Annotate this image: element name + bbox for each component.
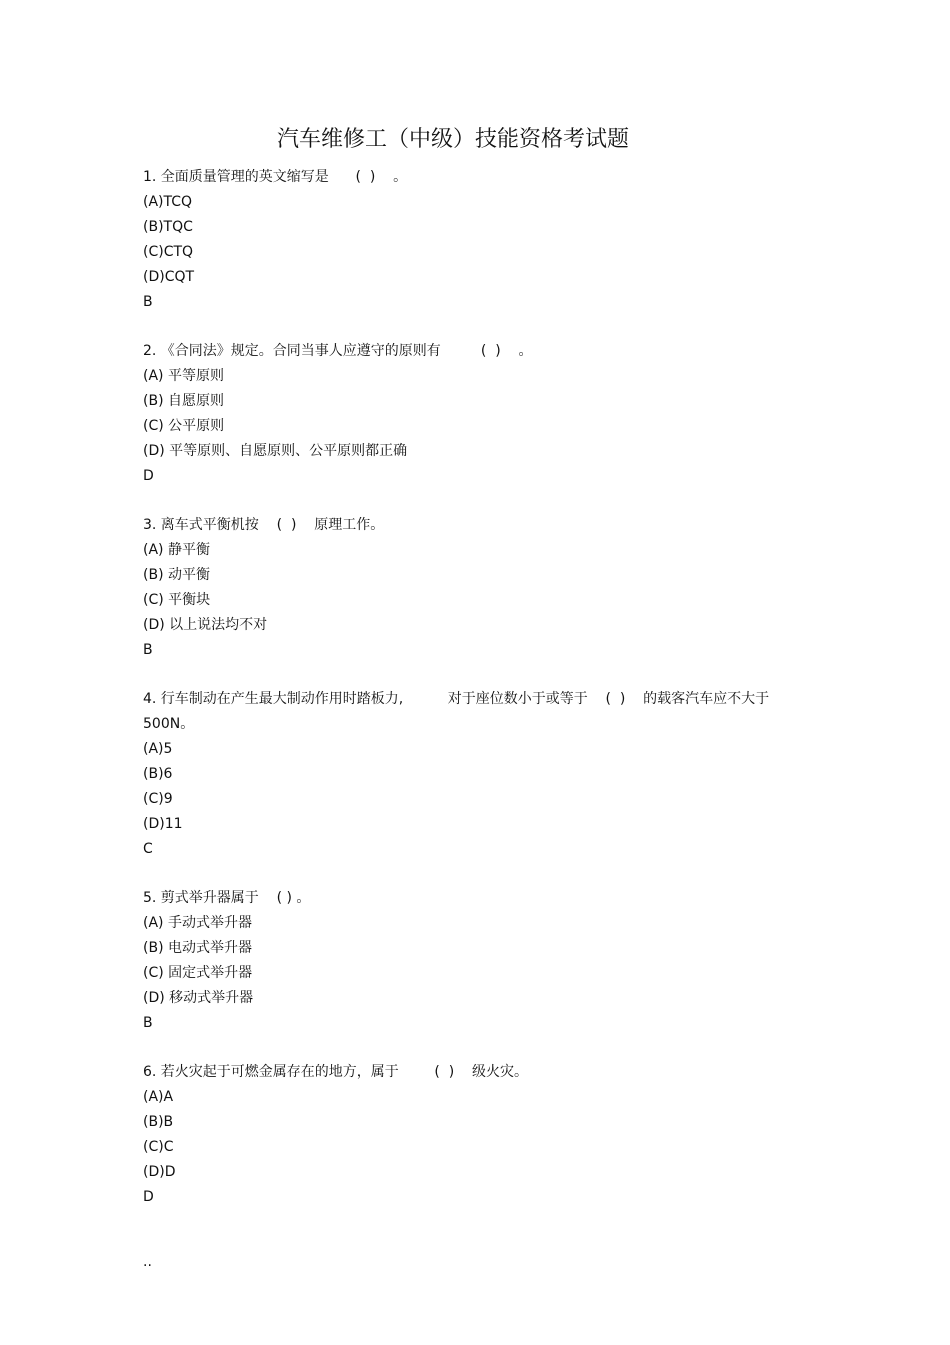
option-c: (C)CTQ xyxy=(143,244,194,260)
option-a: (A)TCQ xyxy=(143,194,193,210)
question-3 xyxy=(143,513,803,663)
option-d: (D)D xyxy=(143,1164,176,1180)
page-footer-mark: .. xyxy=(143,1254,152,1270)
option-c: (C)9 xyxy=(143,791,173,807)
option-b: (B) 自愿原则 xyxy=(143,393,224,409)
question-stem: 5. 剪式举升器属于 ( ) 。 xyxy=(143,890,311,906)
page-title: 汽车维修工（中级）技能资格考试题 xyxy=(276,127,629,152)
question-stem-continued: 500N。 xyxy=(143,716,195,732)
option-d: (D)11 xyxy=(143,816,183,832)
question-stem: 6. 若火灾起于可燃金属存在的地方，属于 ( ) 级火灾。 xyxy=(143,1064,529,1080)
option-a: (A) 静平衡 xyxy=(143,542,210,558)
option-b: (B) 电动式举升器 xyxy=(143,940,252,956)
option-d: (D) 以上说法均不对 xyxy=(143,617,268,633)
option-b: (B) 动平衡 xyxy=(143,567,210,583)
option-b: (B)TQC xyxy=(143,219,193,235)
option-c: (C) 平衡块 xyxy=(143,592,211,608)
option-c: (C) 公平原则 xyxy=(143,418,225,434)
question-stem: 1. 全面质量管理的英文缩写是 ( ) 。 xyxy=(143,169,408,185)
option-a: (A) 平等原则 xyxy=(143,368,224,384)
answer: B xyxy=(143,642,153,658)
option-b: (B)6 xyxy=(143,766,173,782)
question-5 xyxy=(143,886,803,1036)
option-c: (C)C xyxy=(143,1139,174,1155)
answer: C xyxy=(143,841,153,857)
option-b: (B)B xyxy=(143,1114,174,1130)
question-2 xyxy=(143,339,803,489)
option-a: (A)A xyxy=(143,1089,174,1105)
answer: D xyxy=(143,468,154,484)
question-stem: 2. 《合同法》规定。合同当事人应遵守的原则有 ( ) 。 xyxy=(143,343,533,359)
question-6 xyxy=(143,1060,803,1210)
question-stem: 4. 行车制动在产生最大制动作用时踏板力, 对于座位数小于或等于 ( ) 的载客汽车应不大于 xyxy=(143,691,770,707)
answer: B xyxy=(143,1015,153,1031)
option-d: (D)CQT xyxy=(143,269,195,285)
option-a: (A) 手动式举升器 xyxy=(143,915,252,931)
option-d: (D) 移动式举升器 xyxy=(143,990,254,1006)
question-list xyxy=(143,165,803,1234)
option-a: (A)5 xyxy=(143,741,173,757)
question-4 xyxy=(143,687,803,862)
option-d: (D) 平等原则、自愿原则、公平原则都正确 xyxy=(143,443,408,459)
answer: D xyxy=(143,1189,154,1205)
option-c: (C) 固定式举升器 xyxy=(143,965,253,981)
question-1 xyxy=(143,165,803,315)
question-stem: 3. 离车式平衡机按 ( ) 原理工作。 xyxy=(143,517,385,533)
answer: B xyxy=(143,294,153,310)
